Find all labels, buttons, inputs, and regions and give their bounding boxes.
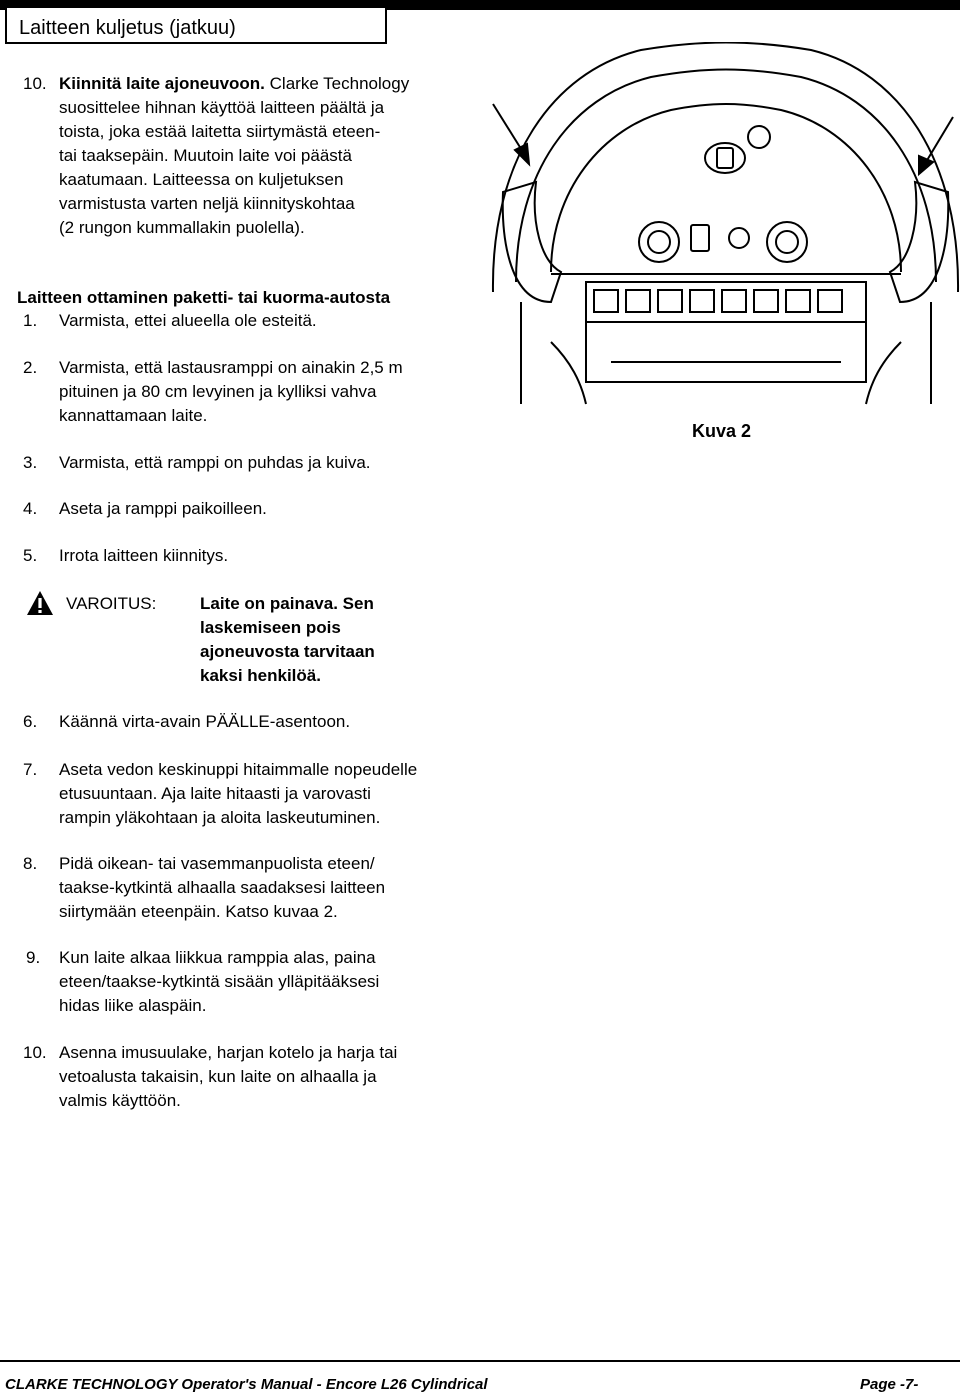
step-4-number: 4. xyxy=(23,499,38,518)
step-1-number: 1. xyxy=(23,311,38,330)
intro-line-5: kaatumaan. Laitteessa on kuljetuksen xyxy=(59,170,344,189)
step-8-number: 8. xyxy=(23,854,38,873)
step-1-text: Varmista, ettei alueella ole esteitä. xyxy=(59,311,317,330)
step-10-line-1: Asenna imusuulake, harjan kotelo ja harja tai xyxy=(59,1043,398,1062)
step-8-line-1: Pidä oikean- tai vasemmanpuolista eteen/ xyxy=(59,854,375,873)
step-9-line-1: Kun laite alkaa liikkua ramppia alas, paina xyxy=(59,948,376,967)
step-5-number: 5. xyxy=(23,546,38,565)
intro-line-3: toista, joka estää laitetta siirtymästä eteen- xyxy=(59,122,381,141)
intro-text: Clarke Technology xyxy=(264,74,410,93)
step-7-number: 7. xyxy=(23,760,38,779)
footer-manual-title: CLARKE TECHNOLOGY Operator's Manual - Encore L26 Cylindrical xyxy=(5,1376,488,1393)
warning-icon xyxy=(26,590,54,616)
intro-line-2: suosittelee hihnan käyttöä laitteen päältä ja xyxy=(59,98,385,117)
step-9-line-3: hidas liike alaspäin. xyxy=(59,996,207,1015)
step-2-number: 2. xyxy=(23,358,38,377)
step-8-line-3: siirtymään eteenpäin. Katso kuvaa 2. xyxy=(59,902,338,921)
step-6-text: Käännä virta-avain PÄÄLLE-asentoon. xyxy=(59,712,351,731)
step-3-text: Varmista, että ramppi on puhdas ja kuiva. xyxy=(59,453,371,472)
step-7-line-1: Aseta vedon keskinuppi hitaimmalle nopeudelle xyxy=(59,760,418,779)
step-8-line-2: taakse-kytkintä alhaalla saadaksesi laitteen xyxy=(59,878,386,897)
step-2-line-3: kannattamaan laite. xyxy=(59,406,208,425)
intro-number: 10. xyxy=(23,74,47,93)
warning-line-1: Laite on painava. Sen xyxy=(200,594,374,613)
intro-bold: Kiinnitä laite ajoneuvoon. xyxy=(59,74,265,93)
step-9-line-2: eteen/taakse-kytkintä sisään ylläpitääksesi xyxy=(59,972,380,991)
step-4-text: Aseta ja ramppi paikoilleen. xyxy=(59,499,267,518)
step-9-number: 9. xyxy=(26,948,41,967)
intro-line-1 xyxy=(59,72,409,96)
step-7-line-3: rampin yläkohtaan ja aloita laskeutuminen. xyxy=(59,808,381,827)
warning-line-3: ajoneuvosta tarvitaan xyxy=(200,642,375,661)
step-5-text: Irrota laitteen kiinnitys. xyxy=(59,546,229,565)
section-title: Laitteen ottaminen paketti- tai kuorma-autosta xyxy=(17,288,391,307)
step-2-line-2: pituinen ja 80 cm levyinen ja kylliksi vahva xyxy=(59,382,377,401)
intro-line-4: tai taaksepäin. Muutoin laite voi päästä xyxy=(59,146,352,165)
intro-line-7: (2 rungon kummallakin puolella). xyxy=(59,218,305,237)
warning-line-2: laskemiseen pois xyxy=(200,618,341,637)
section-header xyxy=(5,6,387,44)
warning-label: VAROITUS: xyxy=(66,594,157,613)
step-10-line-3: valmis käyttöön. xyxy=(59,1091,181,1110)
warning-line-4: kaksi henkilöä. xyxy=(200,666,321,685)
step-3-number: 3. xyxy=(23,453,38,472)
step-7-line-2: etusuuntaan. Aja laite hitaasti ja varovasti xyxy=(59,784,371,803)
intro-line-6: varmistusta varten neljä kiinnityskohtaa xyxy=(59,194,355,213)
step-10-number: 10. xyxy=(23,1043,47,1062)
figure-caption: Kuva 2 xyxy=(692,421,752,441)
step-2-line-1: Varmista, että lastausramppi on ainakin 2,5 m xyxy=(59,358,403,377)
step-10-line-2: vetoalusta takaisin, kun laite on alhaalla ja xyxy=(59,1067,377,1086)
footer-rule xyxy=(0,1360,960,1362)
control-panel-illustration xyxy=(491,42,960,408)
page-title: Laitteen kuljetus (jatkuu) xyxy=(19,17,236,39)
footer-page-number: Page -7- xyxy=(860,1376,919,1393)
step-6-number: 6. xyxy=(23,712,38,731)
